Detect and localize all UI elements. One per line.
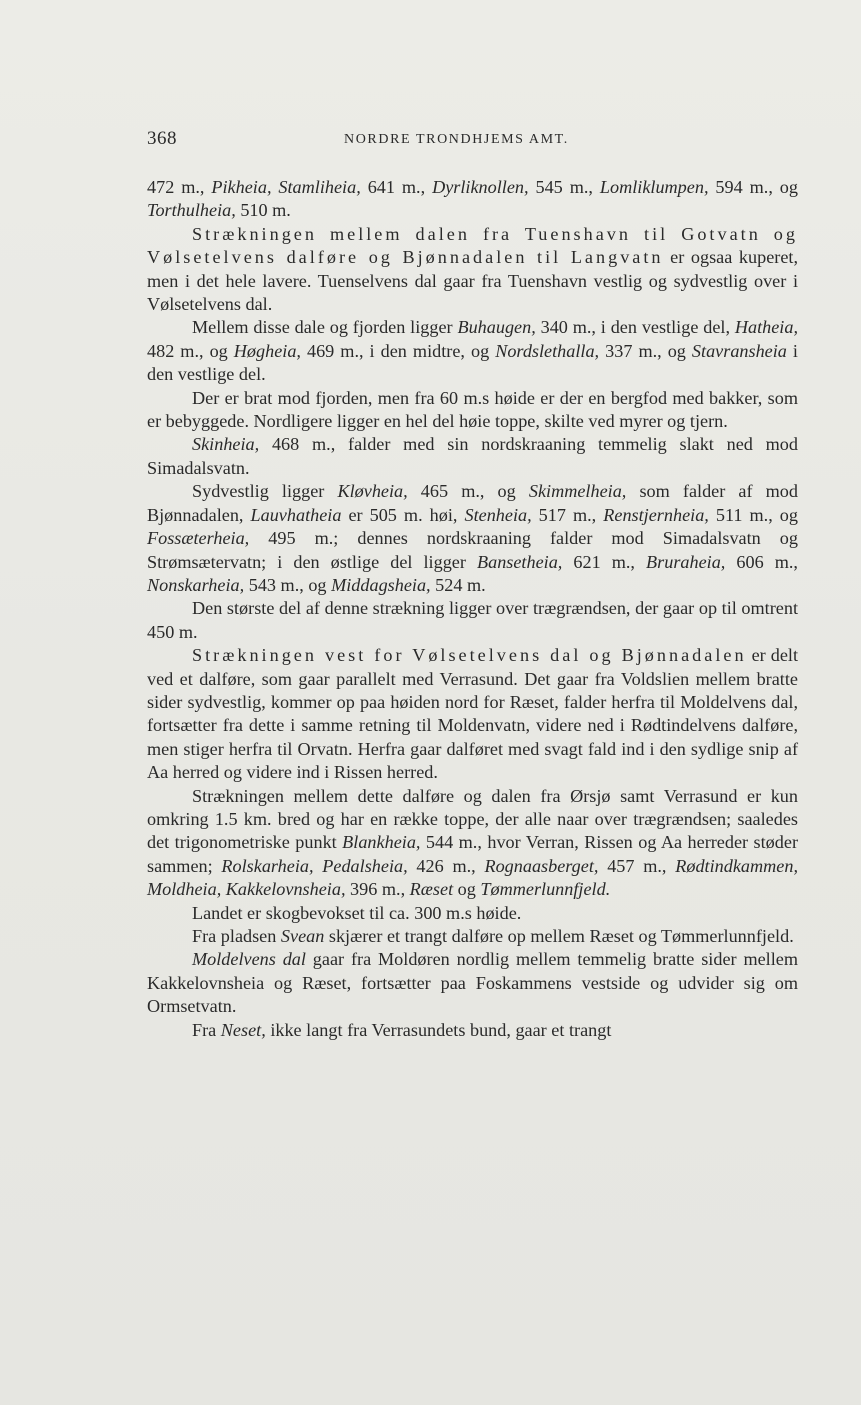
place-name: Nonskarheia, [147, 574, 245, 595]
paragraph: Moldelvens dal gaar fra Moldøren nordlig mellem temmelig bratte sider mellem Kakkelovnsheia og Ræset, fortsætter paa Foskammens vestside og udvider sig om Ormsetvatn. [147, 949, 798, 1017]
paragraph: Strækningen mellem dalen fra Tuenshavn til Gotvatn og Vølsetelvens dalføre og Bjønnadalen til Langvatn er ogsaa kuperet, men i det hele lavere. Tuenselvens dal gaar fra Tuenshavn vestlig og sydvestlig over i Vølsetelvens dal. [147, 223, 799, 315]
paragraph: Strækningen vest for Vølsetelvens dal og Bjønnadalen er delt ved et dalføre, som gaar parallelt med Verrasund. Det gaar fra Voldslien mellem bratte sider sydvestlig, kommer op paa høiden nord for Ræset, falder herfra til Moldelvens dal, fortsætter fra dette i samme retning til Moldenvatn, videre ned i Rødtindelvens dalføre, men stiger herfra til Orvatn. Herfra gaar dalføret med svagt fald ind i den sydlige snip af Aa herred og videre ind i Rissen herred. [147, 645, 798, 783]
place-name: Middagsheia, [331, 574, 431, 595]
paragraph: Skinheia, 468 m., falder med sin nordskraaning temmelig slakt ned mod Simadalsvatn. [147, 434, 798, 478]
place-name: Lauvhatheia [250, 504, 342, 525]
place-name: Bruraheia, [646, 551, 726, 572]
paragraph: 472 m., Pikheia, Stamliheia, 641 m., Dyrliknollen, 545 m., Lomliklumpen, 594 m., og Torthulheia, 510 m. [147, 177, 798, 221]
running-title: NORDRE TRONDHJEMS AMT. [344, 132, 569, 147]
place-name: Pikheia, Stamliheia, [211, 177, 361, 197]
place-name: Stenheia, [464, 504, 532, 525]
place-name: Rolskarheia, Pedalsheia, [221, 855, 408, 876]
place-name: Neset, [220, 1019, 266, 1040]
paragraph: Sydvestlig ligger Kløvheia, 465 m., og Skimmelheia, som falder af mod Bjønnadalen, Lauvhatheia er 505 m. høi, Stenheia, 517 m., Renstjernheia, 511 m., og Fossæterheia, 495 m.; dennes nordskraaning falder mod Simadalsvatn og Strømsætervatn; i den østlige del ligger Bansetheia, 621 m., Bruraheia, 606 m., Nonskarheia, 543 m., og Middagsheia, 524 m. [147, 481, 798, 595]
paragraph: Landet er skogbevokset til ca. 300 m.s høide. [192, 902, 522, 923]
page-number: 368 [147, 128, 177, 149]
place-name: Skinheia, [192, 434, 260, 455]
place-name: Svean [280, 926, 325, 946]
place-name: Dyrliknollen, [432, 177, 529, 197]
place-name: Lomliklumpen, [599, 177, 709, 197]
place-name: Hatheia, [734, 317, 798, 338]
place-name: Rognaasberget, [484, 855, 599, 876]
page-header [147, 128, 797, 154]
place-name: Fossæterheia, [147, 528, 250, 549]
paragraph: Der er brat mod fjorden, men fra 60 m.s høide er der en bergfod med bakker, som er bebyggede. Nordligere ligger en hel del høie toppe, skilte ved myrer og tjern. [147, 387, 798, 432]
spaced-heading-text: Strækningen vest for Vølsetelvens dal og Bjønnadalen [192, 645, 747, 666]
place-name: Blankheia, [342, 832, 421, 853]
place-name: Skimmelheia, [528, 481, 627, 502]
place-name: Bansetheia, [476, 551, 563, 572]
place-name: Rødtindkammen, Moldheia, Kakkelovnsheia, [147, 855, 798, 900]
place-name: Kløvheia, [337, 481, 408, 502]
paragraph: Strækningen mellem dette dalføre og dalen fra Ørsjø samt Verrasund er kun omkring 1.5 km. bred og har en række toppe, der alle naar over trægrændsen; saaledes det trigonometriske punkt Blankheia, 544 m., hvor Verran, Rissen og Aa herreder støder sammen; Rolskarheia, Pedalsheia, 426 m., Rognaasberget, 457 m., Rødtindkammen, Moldheia, Kakkelovnsheia, 396 m., Ræset og Tømmerlunnfjeld. [147, 785, 799, 900]
spaced-heading-text: Strækningen mellem dalen fra Tuenshavn til Gotvatn og Vølsetelvens dalføre og Bjønnadalen til Langvatn [147, 223, 798, 268]
place-name: Nordslethalla, [495, 340, 600, 361]
place-name: Ræset [409, 879, 454, 900]
paragraph: Fra pladsen Svean skjærer et trangt dalføre op mellem Ræset og Tømmerlunnfjeld. [192, 926, 794, 946]
paragraph: Den største del af denne strækning ligger over trægrændsen, der gaar op til omtrent 450 m. [147, 598, 798, 642]
place-name: Torthulheia, [147, 200, 236, 221]
place-name: Stavransheia [691, 340, 787, 361]
paragraph: Mellem disse dale og fjorden ligger Buhaugen, 340 m., i den vestlige del, Hatheia, 482 m., og Høgheia, 469 m., i den midtre, og Nordslethalla, 337 m., og Stavransheia i den vestlige del. [147, 317, 798, 385]
paragraph: Fra Neset, ikke langt fra Verrasundets bund, gaar et trangt [192, 1019, 612, 1040]
place-name: Renstjernheia, [603, 504, 709, 525]
place-name: Tømmerlunnfjeld. [480, 879, 611, 900]
place-name: Buhaugen, [457, 317, 536, 338]
body-text [147, 176, 798, 1042]
place-name: Moldelvens dal [192, 949, 306, 970]
place-name: Høgheia, [233, 340, 301, 361]
